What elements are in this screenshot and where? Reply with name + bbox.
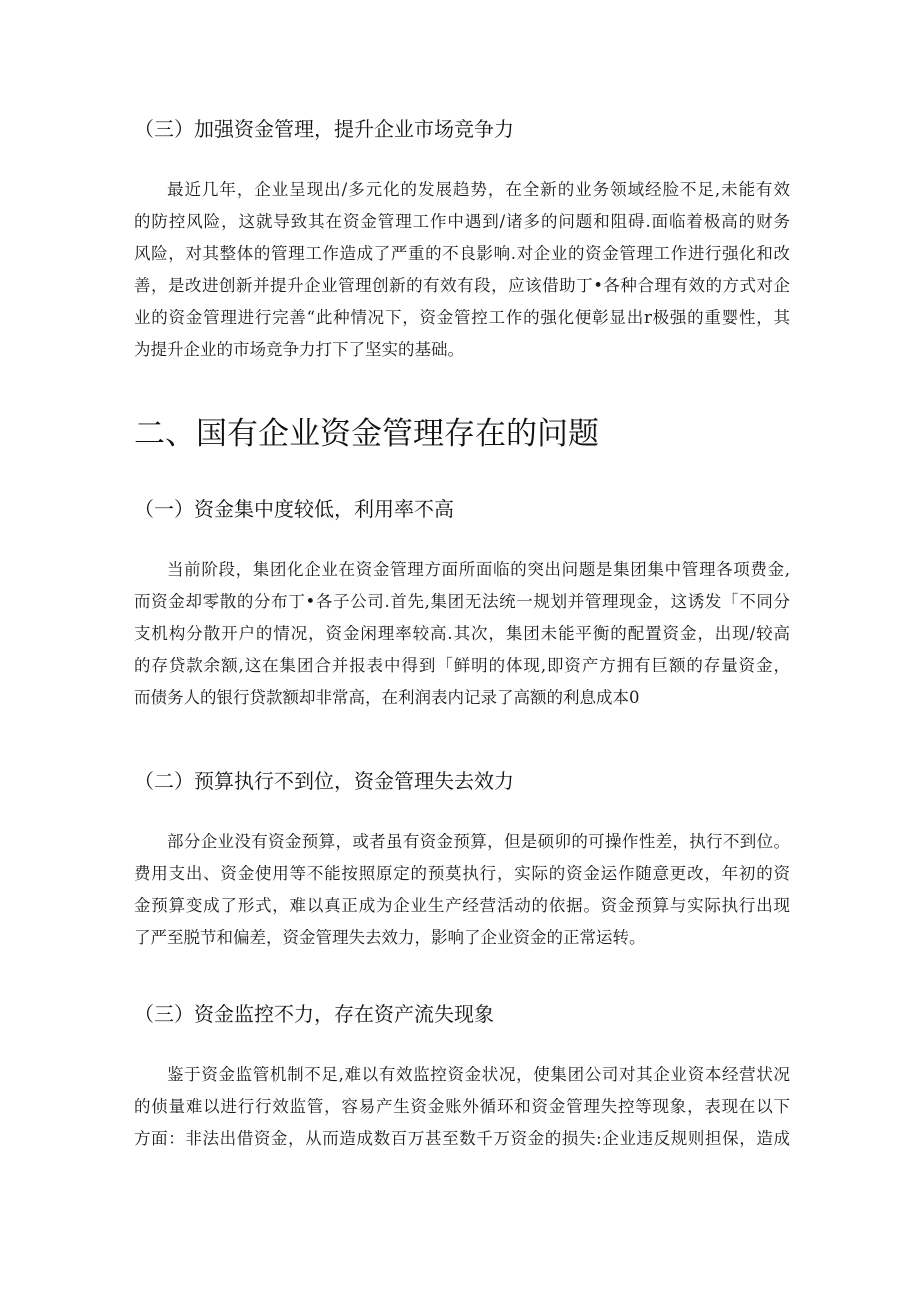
paragraph-line: 当前阶段，集团化企业在资金管理方面所面临的突出问题是集团集中管理各项费金,	[167, 560, 790, 579]
paragraph-budget-execution	[134, 826, 790, 954]
paragraph-line: 费用支出、资金使用等不能按照原定的预莫执行，实际的资金运作随意更改，年初的资	[134, 864, 790, 883]
section-heading-strengthen-fund-management: （三）加强资金管理，提升企业市场竞争力	[134, 117, 514, 141]
paragraph-line: 业的资金管理进行完善“此种情况下，资金管控工作的强化便彰显出r极强的重婴性，其	[134, 308, 790, 327]
paragraph-line: 最近几年，企业呈现出/多元化的发展趋势，在全新的业务领域经脸不足,未能有效	[167, 180, 790, 199]
paragraph-line: 的存贷款余额,这在集团合并报表中得到「鲜明的体现,即资产方拥有巨额的存量资金，	[134, 656, 790, 675]
paragraph-line: 而资金却零散的分布丁•各子公司.首先,集团无法统一规划并管理现金，这诱发「不同分	[134, 592, 790, 611]
paragraph-line: 风险，对其整体的管理工作造成了严重的不良影响.对企业的资金管理工作进行强化和改	[134, 244, 790, 263]
paragraph-line: 支机构分散开户的情况，资金闲理率较高.其次，集团未能平衡的配置资金，出现/较高	[134, 624, 790, 643]
paragraph-line: 的侦量难以进行行效监管，容易产生资金账外循环和资金管理失控等现象，表现在以下	[134, 1097, 790, 1116]
section-heading-low-concentration: （一）资金集中度较低，利用率不高	[134, 497, 454, 521]
paragraph-line: 方面：非法出借资金，从而造成数百万甚至数千万资金的损失:企业违反规则担保，造成	[134, 1129, 790, 1148]
chapter-heading-problems: 二、国有企业资金管理存在的问题	[134, 416, 599, 452]
paragraph-line: 金预算变成了形式，难以真正成为企业生产经营活动的依据。资金预算与实际执行出现	[134, 896, 790, 915]
section-heading-budget-execution: （二）预算执行不到位，资金管理失去效力	[134, 769, 514, 793]
paragraph-low-concentration	[134, 554, 790, 714]
paragraph-line: 而债务人的银行贷款额却非常高，在利润表内记录了高额的利息成本0	[134, 688, 640, 707]
paragraph-line: 部分企业没有资金预算，或者虽有资金预算，但是硕卯的可操作性差，执行不到位。	[167, 832, 790, 851]
paragraph-line: 为提升企业的市场竞争力打下了坚实的基础。	[134, 340, 464, 359]
paragraph-line: 了严至脱节和偏差，资金管理失去效力，影响了企业资金的正常运转。	[134, 928, 646, 947]
section-heading-fund-monitoring: （三）资金监控不力，存在资产流失现象	[134, 1002, 494, 1026]
paragraph-line: 鉴于资金监管机制不足,难以有效监控资金状况，使集团公司对其企业资本经营状况	[167, 1065, 790, 1084]
paragraph-strengthen-fund-management	[134, 174, 790, 366]
paragraph-line: 的防控风险，这就导致其在资金管理工作中遇到/诸多的问题和阻碍.面临着极高的财务	[134, 212, 790, 231]
paragraph-line: 善，是改进创新并提升企业管理创新的有效有段，应该借助丁•各种合理有效的方式对企	[134, 276, 790, 295]
paragraph-fund-monitoring	[134, 1059, 790, 1155]
